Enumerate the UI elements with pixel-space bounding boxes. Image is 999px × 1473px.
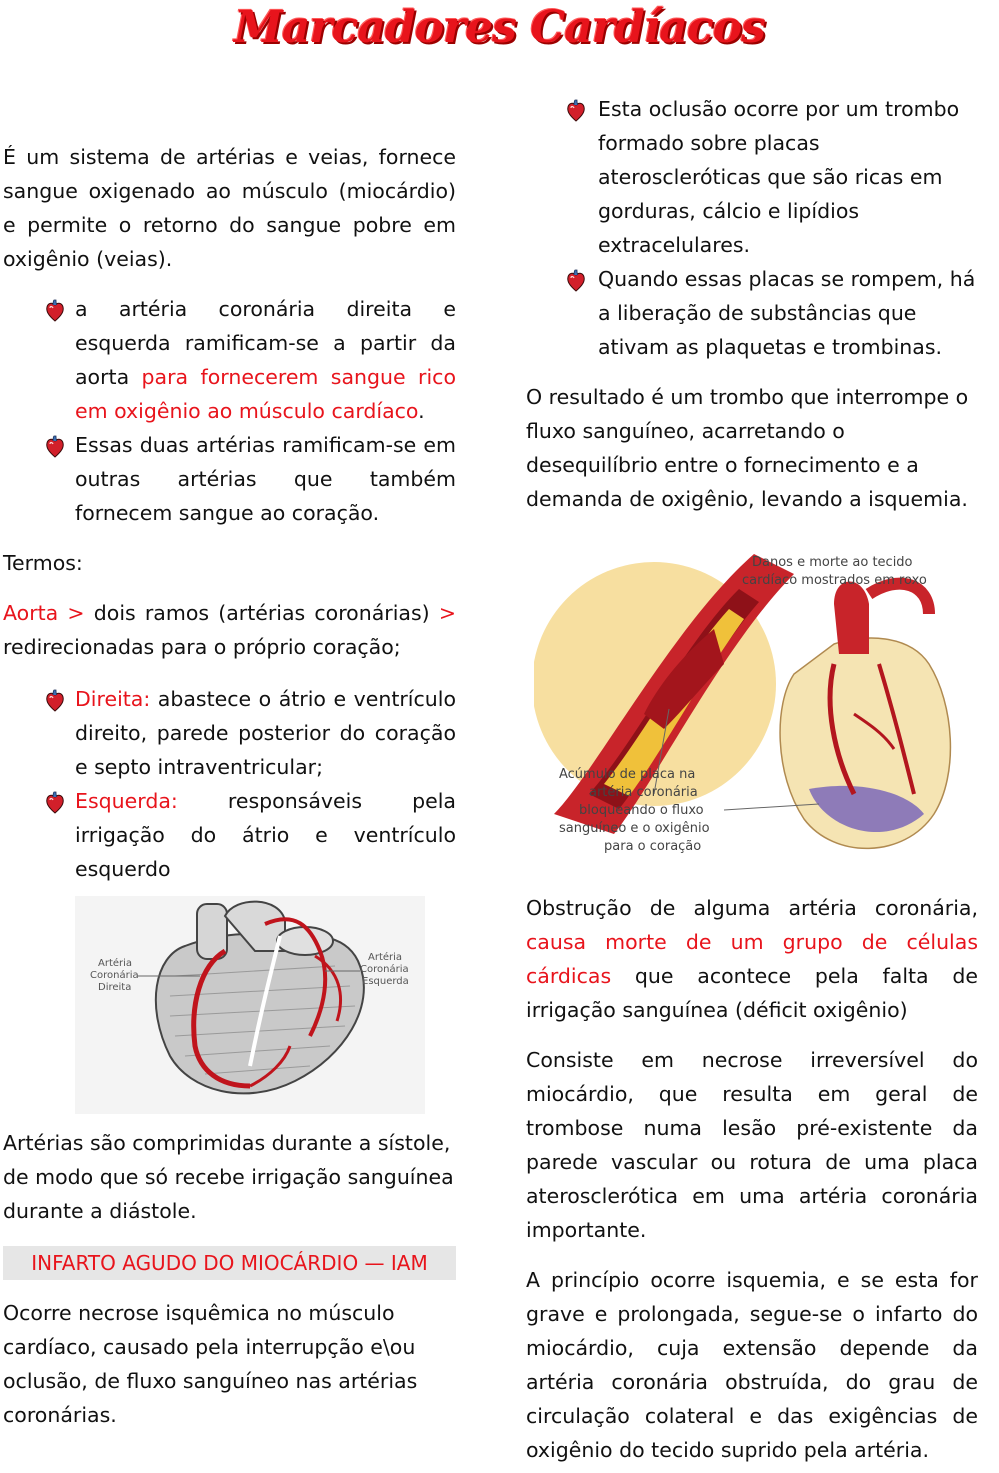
bullet-text: Quando essas placas se rompem, há a liberação de substâncias que ativam as plaquetas e trombinas. bbox=[598, 267, 976, 359]
fig1-label-left-1: Artéria bbox=[98, 958, 133, 969]
bullet-occlusion bbox=[526, 92, 978, 262]
systole-paragraph: Artérias são comprimidas durante a sístole, de modo que só recebe irrigação sanguínea durante a diástole. bbox=[3, 1131, 454, 1223]
left-column bbox=[3, 140, 456, 1432]
fig1-label-left-2: Coronária bbox=[90, 970, 139, 981]
terms-text: dois ramos (artérias coronárias) bbox=[93, 601, 439, 625]
heart-icon bbox=[566, 269, 586, 293]
bullet-two-arteries bbox=[3, 428, 456, 530]
bullet-text: Essas duas artérias ramificam-se em outras artérias que também fornecem sangue ao coração. bbox=[75, 433, 456, 525]
fig2-label-bottom-1: Acúmulo de placa na bbox=[559, 767, 696, 782]
ischemia-paragraph: A princípio ocorre isquemia, e se esta for grave e prolongada, segue-se o infarto do miocárdio, cuja extensão depende da artéria coronária obstruída, do grau de circulação colateral e das exigências de oxigênio do tecido suprido pela artéria. bbox=[526, 1268, 978, 1462]
fig2-label-bottom-4: sanguíneo e o oxigênio bbox=[559, 821, 710, 836]
arrow-symbol: > bbox=[58, 601, 94, 625]
page-title: Marcadores Cardíacos bbox=[234, 2, 765, 53]
iam-paragraph: Ocorre necrose isquêmica no músculo cardíaco, causado pela interrupção e\ou oclusão, de fluxo sanguíneo nas artérias coronárias. bbox=[3, 1301, 418, 1427]
bullet-text: Esta oclusão ocorre por um trombo formado sobre placas ateroscleróticas que são ricas em gorduras, cálcio e lipídios extracelulares. bbox=[598, 97, 960, 257]
terms-text-end: redirecionadas para o próprio coração; bbox=[3, 635, 401, 659]
heart-icon bbox=[566, 99, 586, 123]
heart-icon bbox=[45, 689, 65, 713]
terms-paragraph bbox=[3, 596, 456, 664]
aorta-term: Aorta bbox=[3, 601, 59, 625]
fig2-label-bottom-5: para o coração bbox=[604, 839, 702, 854]
direita-text: abastece o átrio e ventrículo direito, parede posterior do coração e septo intraventricular; bbox=[75, 687, 456, 779]
bullet-esquerda bbox=[3, 784, 456, 886]
esquerda-label: Esquerda: bbox=[75, 789, 178, 813]
esquerda-text: responsáveis pela irrigação do átrio e ventrículo esquerdo bbox=[75, 789, 456, 881]
necrosis-paragraph: Consiste em necrose irreversível do miocárdio, que resulta em geral de trombose numa lesão pré-existente da parede vascular ou rotura de uma placa aterosclerótica em uma artéria coronária importante. bbox=[526, 1048, 978, 1242]
fig2-label-bottom-3: bloqueando o fluxo bbox=[579, 803, 704, 818]
heart-icon bbox=[45, 791, 65, 815]
bullet-direita bbox=[3, 682, 456, 784]
highlight-text: causa morte de um grupo de células cárdicas bbox=[526, 930, 978, 988]
coronary-heart-figure bbox=[75, 896, 425, 1114]
highlight-text: para fornecerem sangue rico em oxigênio ao músculo cardíaco bbox=[75, 365, 456, 423]
obstruction-text-end: que acontece pela falta de irrigação sanguínea (déficit oxigênio) bbox=[526, 964, 978, 1022]
fig2-label-top-1: Danos e morte ao tecido bbox=[752, 555, 913, 570]
obstruction-text: Obstrução de alguma artéria coronária, bbox=[526, 896, 978, 920]
right-column bbox=[526, 92, 978, 1467]
obstruction-paragraph bbox=[526, 891, 978, 1027]
intro-paragraph: É um sistema de artérias e veias, fornece sangue oxigenado ao músculo (miocárdio) e permite o retorno do sangue pobre em oxigênio (veias). bbox=[3, 145, 456, 271]
fig1-label-left-3: Direita bbox=[98, 982, 132, 993]
fig2-label-top-2: cardíaco mostrados em roxo bbox=[742, 573, 927, 588]
bullet-text-end: . bbox=[418, 399, 425, 423]
heart-icon bbox=[45, 435, 65, 459]
arrow-symbol: > bbox=[438, 601, 457, 625]
terms-label: Termos: bbox=[3, 551, 83, 575]
heart-icon bbox=[45, 299, 65, 323]
bullet-text: a artéria coronária direita e esquerda ramificam-se a partir da aorta bbox=[75, 297, 456, 389]
infarct-figure bbox=[534, 534, 966, 869]
fig1-label-right-2: Coronária bbox=[360, 964, 409, 975]
fig2-label-bottom-2: artéria coronária bbox=[589, 785, 698, 800]
fig1-label-right-1: Artéria bbox=[368, 952, 403, 963]
fig1-label-right-3: Esquerda bbox=[362, 976, 409, 987]
bullet-coronary-branches bbox=[3, 292, 456, 428]
direita-label: Direita: bbox=[75, 687, 151, 711]
result-paragraph: O resultado é um trombo que interrompe o fluxo sanguíneo, acarretando o desequilíbrio entre o fornecimento e a demanda de oxigênio, levando a isquemia. bbox=[526, 385, 969, 511]
bullet-plaque-rupture bbox=[526, 262, 978, 364]
iam-section-banner: INFARTO AGUDO DO MIOCÁRDIO — IAM bbox=[3, 1246, 456, 1280]
